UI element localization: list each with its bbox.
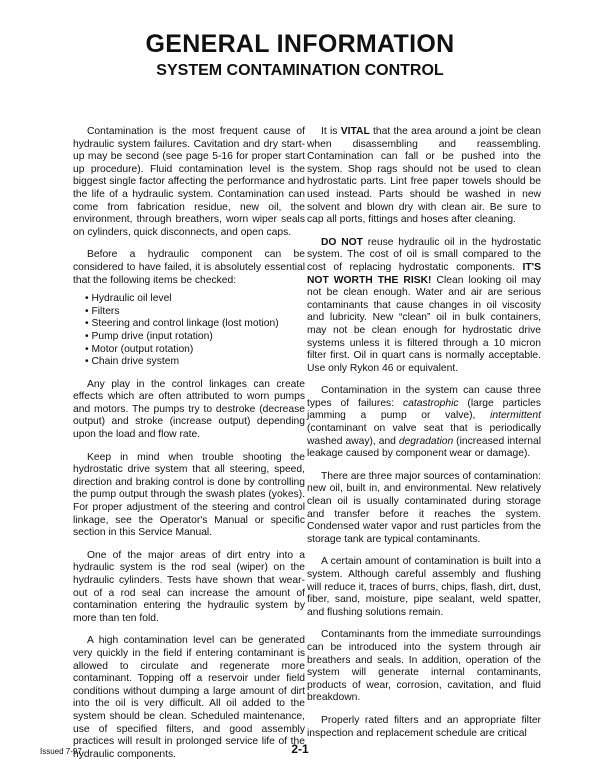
paragraph: Before a hydraulic component can be considered to have failed, it is absolutely essential that the following items be checked: (73, 249, 305, 286)
text-run: (contaminant on valve seat that is periodically washed away), and (307, 423, 541, 447)
list-item: • Chain drive system (85, 356, 305, 369)
emphasis-bold: DO NOT (321, 236, 363, 248)
paragraph: Contamination is the most frequent cause of hydraulic system failures. Cavitation and dry start-up may be second (see page 5-16 for proper start up procedure). Fluid contamination level is the biggest single factor affecting the performance and the life of a hydraulic system. Contamination can come from fabrication residue, new oil, the environment, through breathers, worn wiper seals on cylinders, quick disconnects, and open caps. (73, 126, 305, 238)
list-item: • Hydraulic oil level (85, 293, 305, 306)
page-number: 2-1 (291, 742, 309, 756)
paragraph (307, 237, 541, 376)
emphasis-bold: IT'S NOT WORTH THE RISK! (307, 261, 541, 286)
issue-date: Issued 7-97 (40, 747, 82, 756)
page-title: GENERAL INFORMATION (145, 30, 455, 58)
page-subtitle: SYSTEM CONTAMINATION CONTROL (156, 62, 444, 79)
list-item: • Filters (85, 306, 305, 319)
text-run: (large particles jamming a pump or valve), (307, 397, 541, 422)
text-run: that the area around a joint be clean when disassembling and reassembling. Contamination can fall or be pushed into the system. Shop rags should not be used to clean hydrostatic parts. Lint free paper towels should be used instead. Parts should be washed in new solvent and blown dry with clean air. Be sure to cap all ports, fittings and hoses after cleaning. (307, 126, 541, 226)
checklist (85, 293, 305, 369)
paragraph (307, 126, 541, 227)
text-run: It is (321, 126, 341, 137)
paragraph: Any play in the control linkages can create effects which are often attributed to worn pumps and motors. The pumps try to destroke (decrease output) and stroke (increase output) depending upon the load and flow rate. (73, 378, 305, 441)
text-run: Clean looking oil may not be clean enough. Water and air are serious contaminants that cause changes in oil viscosity and lubricity. New “clean” oil in bulk containers, may not be clean enough for hydrostatic drive systems unless it is filtered through a 10 micron filter first. Oil in quart cans is normally acceptable. Use only Rykon 46 or equivalent. (307, 274, 541, 374)
text-run: (increased internal leakage caused by component wear or damage). (307, 435, 541, 460)
paragraph: Properly rated filters and an appropriate filter inspection and replacement schedule are critical (307, 714, 541, 739)
list-item: • Motor (output rotation) (85, 344, 305, 357)
paragraph: One of the major areas of dirt entry into a hydraulic system is the rod seal (wiper) on the hydraulic cylinders. Tests have shown that wear-out of a rod seal can increase the amount of contamination entering the hydraulic system by more than ten fold. (73, 549, 305, 624)
emphasis-italic: intermittent (490, 410, 541, 422)
text-run: reuse hydraulic oil in the hydrostatic system. The cost of oil is small compared to the cost of replacing hydrostatic components. (307, 236, 541, 273)
emphasis-italic: degradation (398, 435, 454, 447)
paragraph: A certain amount of contamination is built into a system. Although careful assembly and flushing will reduce it, traces of burrs, chips, flash, dirt, dust, fiber, sand, moisture, pipe sealant, weld spatter, and flushing solutions remain. (307, 556, 541, 618)
paragraph: Contaminants from the immediate surroundings can be introduced into the system through air breathers and seals. In addition, operation of the system will generate internal contaminants, products of wear, corrosion, cavitation, and fluid breakdown. (307, 629, 541, 704)
paragraph: There are three major sources of contamination: new oil, built in, and environmental. New relatively clean oil is usually contaminated during storage and transfer before it reaches the system. Condensed water vapor and rust particles from the storage tank are typical contaminants. (307, 470, 541, 545)
paragraph: A high contamination level can be generated very quickly in the field if entering contaminant is allowed to circulate and regenerate more contaminant. Topping off a reservoir under field conditions without dumping a large amount of dirt into the oil is very difficult. All oil added to the system should be clean. Scheduled maintenance, use of specified filters, and good assembly practices will result in prolonged service life of the hydraulic components. (73, 635, 305, 760)
list-item: • Pump drive (input rotation) (85, 331, 305, 344)
text-run: Contamination in the system can cause three types of failures: (307, 385, 541, 409)
paragraph: Keep in mind when trouble shooting the hydrostatic drive system that all steering, speed, direction and braking control is done by controlling the pump output through the swash plates (yokes). For proper adjustment of the steering and control linkage, see the Operator's Manual or specific section in this Service Manual. (73, 451, 305, 539)
emphasis-bold: VITAL (340, 126, 370, 137)
emphasis-italic: catastrophic (402, 397, 459, 409)
list-item: • Steering and control linkage (lost motion) (85, 318, 305, 331)
left-column (73, 126, 305, 771)
paragraph (307, 385, 541, 461)
right-column (307, 126, 541, 750)
